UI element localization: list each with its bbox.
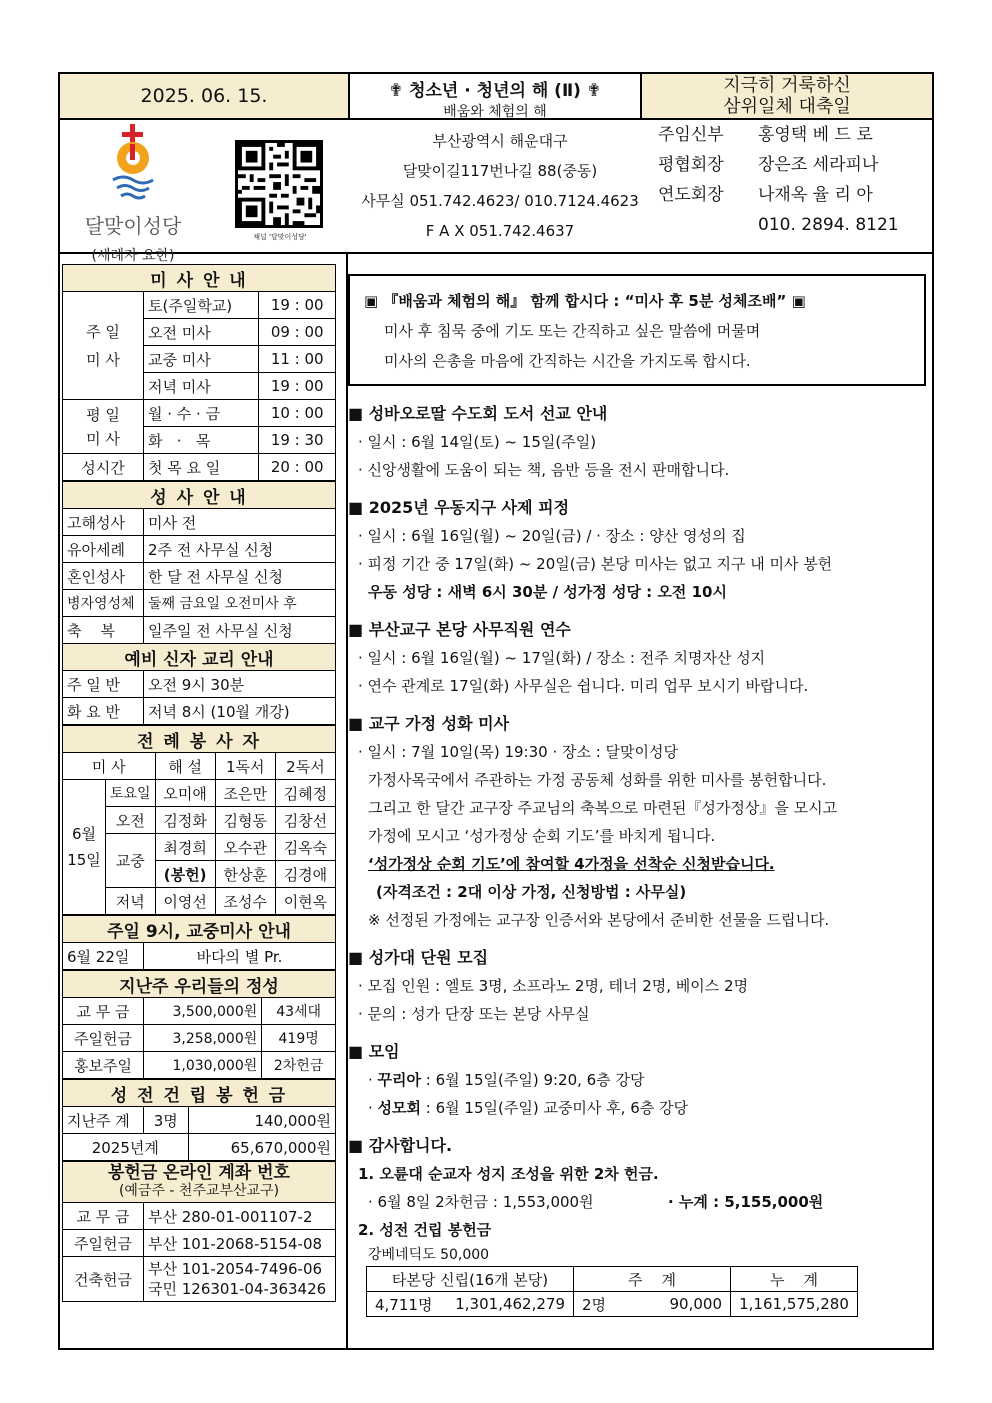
second-collection: · 6월 8일 2차헌금 : 1,553,000원 xyxy=(368,1193,594,1211)
notice-line: 가정에 모시고 ‘성가정상 순회 기도’를 바치게 됩니다. xyxy=(368,827,716,845)
notice-meetings xyxy=(348,1038,926,1122)
sacrament-value: 2주 전 사무실 신청 xyxy=(144,536,336,563)
meeting-name: 꾸리아 xyxy=(377,1071,422,1089)
liturgy-cell: 이영선 xyxy=(155,888,215,915)
notice-priest-retreat xyxy=(348,494,926,606)
offering-table xyxy=(62,970,336,1079)
account-name: 건축헌금 xyxy=(63,1257,144,1302)
offering-amount: 3,258,000원 xyxy=(144,1025,262,1052)
column-divider xyxy=(346,252,348,1350)
notice-title: ■ 2025년 우동지구 사제 피정 xyxy=(348,498,570,517)
offering-name: 교 무 금 xyxy=(63,998,144,1025)
sacrament-value: 둘째 금요일 오전미사 후 xyxy=(144,590,336,617)
mass-time: 19 : 00 xyxy=(259,292,336,319)
catechism-title: 예비 신자 교리 안내 xyxy=(63,644,336,671)
mass-name: 교중 미사 xyxy=(144,346,259,373)
mass-title: 미 사 안 내 xyxy=(63,265,336,292)
meeting-name: 성모회 xyxy=(377,1099,422,1117)
notice-line: · 일시 : 6월 16일(월) ~ 20일(금) / · 장소 : 양산 영성의 집 xyxy=(358,527,746,545)
notice-line: (자격조건 : 2대 이상 가정, 신청방법 : 사무실) xyxy=(376,883,687,901)
left-column xyxy=(62,264,338,1302)
sunday9-group: 바다의 별 Pr. xyxy=(144,943,336,970)
liturgy-cell: 이현옥 xyxy=(275,888,335,915)
summary-week-amount: 90,000 xyxy=(632,1292,731,1317)
mass-time: 11 : 00 xyxy=(259,346,336,373)
second-collection-total: · 누계 : 5,155,000원 xyxy=(668,1193,824,1211)
sacrament-table xyxy=(62,481,336,725)
notice-line: · 문의 : 성가 단장 또는 본당 사무실 xyxy=(358,1005,590,1023)
mass-time: 19 : 30 xyxy=(259,427,336,454)
building-title: 성 전 건 립 봉 헌 금 xyxy=(63,1080,336,1107)
staff-list xyxy=(658,120,928,240)
account-number: 부산 101-2068-5154-08 xyxy=(144,1230,336,1257)
notice-line: 가정사목국에서 주관하는 가정 공동체 성화를 위한 미사를 봉헌합니다. xyxy=(368,771,827,789)
catechism-value: 저녁 8시 (10월 개강) xyxy=(144,698,336,725)
mass-time: 10 : 00 xyxy=(259,400,336,427)
notice-line: 2. 성전 건립 봉헌금 xyxy=(358,1221,492,1239)
year-theme xyxy=(350,74,642,118)
account-number: 국민 126301-04-363426 xyxy=(148,1280,327,1298)
notice-line: · 피정 기간 중 17일(화) ~ 20일(금) 본당 미사는 없고 지구 내 미사 봉헌 xyxy=(358,555,833,573)
liturgy-mass: 교중 xyxy=(106,834,156,888)
account-title-text: 봉헌금 온라인 계좌 번호 xyxy=(108,1163,290,1183)
liturgy-cell: 김정화 xyxy=(155,807,215,834)
liturgy-cell: 오미애 xyxy=(155,780,215,807)
qr-code[interactable] xyxy=(235,140,323,228)
office-phone: 사무실 051.742.4623/ 010.7124.4623 xyxy=(361,192,639,210)
building-accounts xyxy=(144,1257,336,1302)
meeting-detail: : 6월 15일(주일) 9:20, 6층 강당 xyxy=(421,1071,645,1089)
sacrament-title: 성 사 안 내 xyxy=(63,482,336,509)
parish-name: 달맞이성당 xyxy=(84,214,182,238)
bulletin-date: 2025. 06. 15. xyxy=(60,74,350,118)
parish-patron: (세례자 요한) xyxy=(91,248,175,264)
staff-name: 장은조 세라피나 xyxy=(758,155,879,175)
right-column xyxy=(348,274,926,1317)
liturgy-header: 해 설 xyxy=(155,753,215,780)
parish-logo xyxy=(78,124,188,264)
notice-line xyxy=(348,1188,926,1216)
liturgy-cell: 오수관 xyxy=(215,834,275,861)
fax-number: F A X 051.742.4637 xyxy=(425,222,575,240)
notice-title: ■ 교구 가정 성화 미사 xyxy=(348,714,510,733)
building-last-week-amount: 140,000원 xyxy=(188,1107,335,1134)
adoration-banner xyxy=(348,274,926,386)
sacrament-name: 축 복 xyxy=(63,617,144,644)
mass-name: 화 · 목 xyxy=(144,427,259,454)
summary-total: 1,161,575,280 xyxy=(731,1292,858,1317)
notice-title: ■ 성바오로딸 수도회 도서 선교 안내 xyxy=(348,404,608,423)
building-summary-table xyxy=(366,1266,858,1317)
feast-line2: 삼위일체 대축일 xyxy=(723,96,851,117)
liturgy-cell: 김경애 xyxy=(275,861,335,888)
liturgy-cell: 김혜정 xyxy=(275,780,335,807)
banner-line: 미사의 은총을 마음에 간직하는 시간을 가지도록 합시다. xyxy=(384,352,751,370)
mass-name: 저녁 미사 xyxy=(144,373,259,400)
account-title xyxy=(63,1162,336,1203)
notice-staff-training xyxy=(348,616,926,700)
liturgy-mass: 토요일 xyxy=(106,780,156,807)
offering-name: 홍보주일 xyxy=(63,1052,144,1079)
offering-name: 주일헌금 xyxy=(63,1025,144,1052)
notice-line: ‘성가정상 순회 기도’에 참여할 4가정을 선착순 신청받습니다. xyxy=(368,855,775,873)
notice-title: ■ 감사합니다. xyxy=(348,1136,453,1155)
staff-role: 연도회장 xyxy=(658,185,724,205)
account-name: 주일헌금 xyxy=(63,1230,144,1257)
account-table xyxy=(62,1161,336,1302)
offering-amount: 3,500,000원 xyxy=(144,998,262,1025)
staff-role: 평협회장 xyxy=(658,155,724,175)
summary-week-count: 2명 xyxy=(574,1292,632,1317)
mass-name: 첫 목 요 일 xyxy=(144,454,259,481)
liturgy-cell: 조성수 xyxy=(215,888,275,915)
account-subtitle: (예금주 - 천주교부산교구) xyxy=(118,1183,280,1199)
staff-phone: 010. 2894. 8121 xyxy=(758,215,899,235)
liturgy-date: 6월 15일 xyxy=(63,780,106,915)
theme-line1: ✟ 청소년 · 청년의 해 (Ⅱ) ✟ xyxy=(388,81,602,101)
notice-line: · 연수 관계로 17일(화) 사무실은 쉽니다. 미리 업무 보시기 바랍니다. xyxy=(358,677,809,695)
parish-logo-icon xyxy=(103,124,163,204)
holy-hour-label: 성시간 xyxy=(63,454,144,481)
sunday9-title: 주일 9시, 교중미사 안내 xyxy=(63,916,336,943)
catechism-value: 오전 9시 30분 xyxy=(144,671,336,698)
notice-book-mission xyxy=(348,400,926,484)
catechism-name: 주 일 반 xyxy=(63,671,144,698)
feast-line1: 지극히 거룩하신 xyxy=(723,75,851,96)
building-last-week-count: 3명 xyxy=(144,1107,189,1134)
mass-time: 09 : 00 xyxy=(259,319,336,346)
liturgy-header: 2독서 xyxy=(275,753,335,780)
feast-title xyxy=(642,74,932,119)
liturgy-header: 1독서 xyxy=(215,753,275,780)
liturgy-cell: (봉헌) xyxy=(155,861,215,888)
notice-line: 강베네딕도 50,000 xyxy=(368,1247,490,1263)
sacrament-value: 일주일 전 사무실 신청 xyxy=(144,617,336,644)
theme-line2: 배움와 체험의 해 xyxy=(443,104,547,120)
summary-header: 타본당 신립(16개 본당) xyxy=(367,1267,574,1292)
staff-name: 나재옥 율 리 아 xyxy=(758,185,873,205)
banner-line: 미사 후 침묵 중에 기도 또는 간직하고 싶은 말씀에 머물며 xyxy=(384,322,761,340)
catechism-name: 화 요 반 xyxy=(63,698,144,725)
liturgy-cell: 김옥숙 xyxy=(275,834,335,861)
mass-name: 토(주일학교) xyxy=(144,292,259,319)
sacrament-name: 고해성사 xyxy=(63,509,144,536)
building-year-amount: 65,670,000원 xyxy=(188,1134,335,1161)
summary-other-count: 4,711명 xyxy=(367,1292,443,1317)
info-table xyxy=(62,264,336,481)
notice-title: ■ 부산교구 본당 사무직원 연수 xyxy=(348,620,571,639)
liturgy-cell: 조은만 xyxy=(215,780,275,807)
staff-row xyxy=(658,210,928,240)
sacrament-value: 미사 전 xyxy=(144,509,336,536)
staff-row xyxy=(658,120,928,150)
notice-choir xyxy=(348,944,926,1028)
summary-header: 누 계 xyxy=(731,1267,858,1292)
liturgy-cell: 김창선 xyxy=(275,807,335,834)
building-year-label: 2025년계 xyxy=(63,1134,189,1161)
mass-name: 월 · 수 · 금 xyxy=(144,400,259,427)
notice-line: ※ 선정된 가정에는 교구장 인증서와 본당에서 준비한 선물을 드립니다. xyxy=(368,911,830,929)
sacrament-name: 혼인성사 xyxy=(63,563,144,590)
bulletin-frame xyxy=(58,72,934,1350)
sacrament-name: 병자영성체 xyxy=(63,590,144,617)
notice-line: · 일시 : 6월 16일(월) ~ 17일(화) / 장소 : 전주 치명자산 성지 xyxy=(358,649,766,667)
sunday-mass-label: 주 일 미 사 xyxy=(63,292,144,400)
summary-header: 주 계 xyxy=(574,1267,731,1292)
notice-line: · 성모회 : 6월 15일(주일) 교중미사 후, 6층 강당 xyxy=(368,1099,688,1117)
notice-title: ■ 성가대 단원 모집 xyxy=(348,948,489,967)
notice-line: · 일시 : 7월 10일(목) 19:30 · 장소 : 달맞이성당 xyxy=(358,743,678,761)
mass-time: 20 : 00 xyxy=(259,454,336,481)
offering-title: 지난주 우리들의 정성 xyxy=(63,971,336,998)
notice-line: · 일시 : 6월 14일(토) ~ 15일(주일) xyxy=(358,433,597,451)
notice-line: 1. 오륜대 순교자 성지 조성을 위한 2차 헌금. xyxy=(358,1165,659,1183)
offering-note: 2차헌금 xyxy=(262,1052,336,1079)
top-bar xyxy=(60,74,932,120)
mass-name: 오전 미사 xyxy=(144,319,259,346)
notice-line: 우동 성당 : 새벽 6시 30분 / 성가정 성당 : 오전 10시 xyxy=(368,583,727,601)
sacrament-name: 유아세례 xyxy=(63,536,144,563)
mass-time: 19 : 00 xyxy=(259,373,336,400)
qr-code-icon xyxy=(238,143,320,225)
parish-header xyxy=(60,118,932,264)
staff-row xyxy=(658,150,928,180)
meeting-detail: : 6월 15일(주일) 교중미사 후, 6층 강당 xyxy=(421,1099,688,1117)
account-name: 교 무 금 xyxy=(63,1203,144,1230)
liturgy-cell: 최경희 xyxy=(155,834,215,861)
building-last-week-label: 지난주 계 xyxy=(63,1107,144,1134)
address-line2: 달맞이길117번나길 88(중동) xyxy=(402,162,598,180)
notice-title: ■ 모임 xyxy=(348,1042,400,1061)
sunday9-date: 6월 22일 xyxy=(63,943,144,970)
sunday9-table xyxy=(62,915,336,970)
banner-title: ▣ 『배움과 체험의 해』 함께 합시다 : “미사 후 5분 성체조배” ▣ xyxy=(364,292,806,310)
liturgy-mass: 저녁 xyxy=(106,888,156,915)
weekday-mass-label: 평 일 미 사 xyxy=(63,400,144,454)
building-fund-table xyxy=(62,1079,336,1161)
offering-amount: 1,030,000원 xyxy=(144,1052,262,1079)
liturgy-cell: 김형동 xyxy=(215,807,275,834)
staff-row xyxy=(658,180,928,210)
account-number: 부산 101-2054-7496-06 xyxy=(148,1260,323,1278)
address-line1: 부산광역시 해운대구 xyxy=(432,132,568,150)
liturgy-title: 전 례 봉 사 자 xyxy=(63,726,336,753)
parish-address xyxy=(350,126,650,246)
liturgy-mass: 오전 xyxy=(106,807,156,834)
summary-other-amount: 1,301,462,279 xyxy=(443,1292,574,1317)
account-number: 부산 280-01-001107-2 xyxy=(144,1203,336,1230)
notice-line: · 모집 인원 : 엘토 3명, 소프라노 2명, 테너 2명, 베이스 2명 xyxy=(358,977,749,995)
notice-thanks xyxy=(348,1132,926,1266)
notice-line: · 꾸리아 : 6월 15일(주일) 9:20, 6층 강당 xyxy=(368,1071,645,1089)
sacrament-value: 한 달 전 사무실 신청 xyxy=(144,563,336,590)
notice-line: 그리고 한 달간 교구장 주교님의 축복으로 마련된『성가정상』을 모시고 xyxy=(368,799,838,817)
liturgy-cell: 한상훈 xyxy=(215,861,275,888)
offering-note: 43세대 xyxy=(262,998,336,1025)
qr-caption: 채널 '달맞이성당' xyxy=(253,233,307,241)
notice-line: · 신앙생활에 도움이 되는 책, 음반 등을 전시 판매합니다. xyxy=(358,461,730,479)
offering-note: 419명 xyxy=(262,1025,336,1052)
staff-name: 홍영택 베 드 로 xyxy=(758,125,873,145)
liturgy-header: 미 사 xyxy=(63,753,156,780)
notice-family-mass xyxy=(348,710,926,934)
staff-role: 주임신부 xyxy=(658,125,724,145)
liturgy-table xyxy=(62,725,336,915)
